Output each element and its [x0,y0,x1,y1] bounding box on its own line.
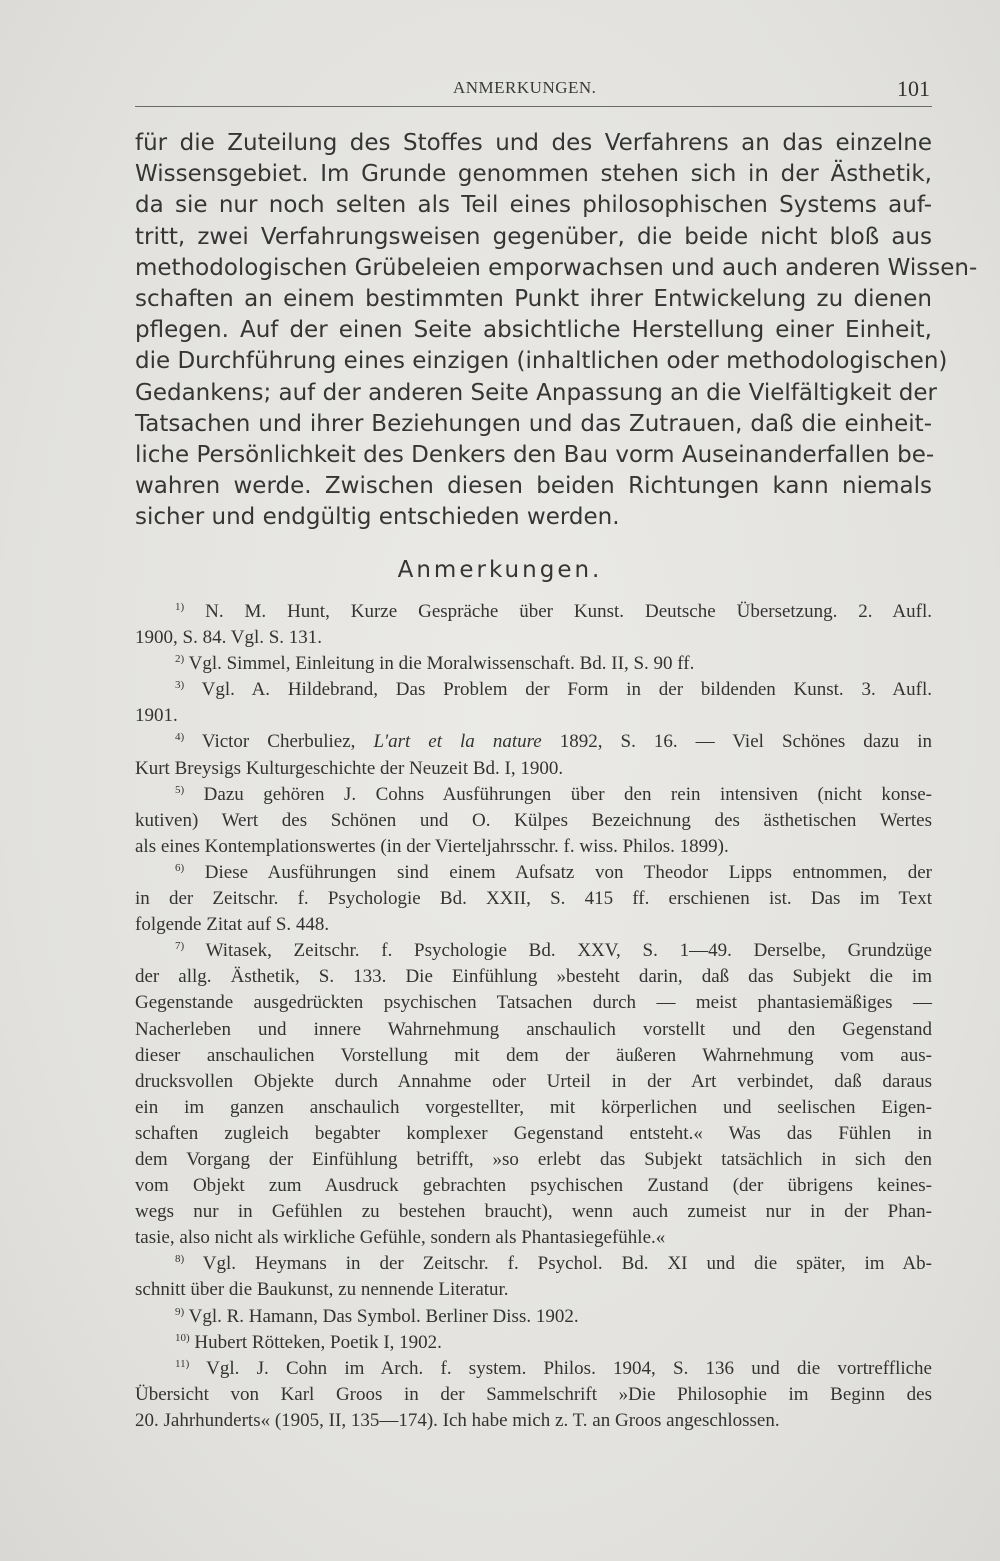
body-line: wahren werde. Zwischen diesen beiden Richtungen kann niemals [135,473,932,500]
body-line: die Durchführung eines einzigen (inhaltlichen oder methodologischen) [135,348,948,375]
footnote-line: drucksvollen Objekte durch Annahme oder Urteil in der Art verbindet, daß daraus [135,1070,932,1092]
book-title: L'art et la nature [373,731,542,753]
running-head-title: ANMERKUNGEN. [453,78,597,97]
footnote-line: $^{3)}$ Vgl. A. Hildebrand, Das Problem der Form in der bildenden Kunst. 3. Aufl. [175,679,932,701]
body-line: Gedankens; auf der anderen Seite Anpassung an die Vielfältigkeit der [135,379,937,406]
footnote-marker: 10) [175,1331,190,1344]
footnote-line: 1901. [135,705,178,727]
footnote-marker: 9) [175,1305,185,1318]
footnote-line: schaften zugleich begabter komplexer Gegenstand entsteht.« Was das Fühlen in [135,1122,932,1144]
footnote-line: dieser anschaulichen Vorstellung mit dem der äußeren Wahrnehmung vom aus- [135,1044,932,1066]
body-line: methodologischen Grübeleien emporwachsen und auch anderen Wissen- [135,254,978,281]
footnote-line: $^{7)}$ Witasek, Zeitschr. f. Psychologie Bd. XXV, S. 1—49. Derselbe, Grundzüge [175,940,932,962]
footnote-line: $^{4)}$ Victor Cherbuliez, L'art et la nature 1892, S. 16. — Viel Schönes dazu in [175,731,932,753]
footnote-marker: 11) [175,1357,190,1370]
footnote-line: $^{8)}$ Vgl. Heymans in der Zeitschr. f. Psychol. Bd. XI und die später, im Ab- [175,1253,932,1275]
footnote-line: vom Objekt zum Ausdruck gebrachten psychischen Zustand (der übrigens keines- [135,1175,932,1197]
footnote-line: Kurt Breysigs Kulturgeschichte der Neuzeit Bd. I, 1900. [135,757,564,779]
footnote-marker: 3) [175,679,185,692]
footnote-line: $^{9)}$ Vgl. R. Hamann, Das Symbol. Berliner Diss. 1902. [175,1305,579,1327]
footnote-line: tasie, also nicht als wirkliche Gefühle, sondern als Phantasiegefühle.« [135,1227,666,1249]
footnote-line: 1900, S. 84. Vgl. S. 131. [135,627,323,649]
footnote-line: als eines Kontemplationswertes (in der Vierteljahrsschr. f. wiss. Philos. 1899). [135,835,729,857]
body-line: für die Zuteilung des Stoffes und des Verfahrens an das einzelne [135,130,932,156]
footnote-line: kutiven) Wert des Schönen und O. Külpes Bezeichnung des ästhetischen Wertes [135,809,932,831]
footnote-marker: 6) [175,861,185,874]
footnote-marker: 4) [175,731,185,744]
footnote-line: $^{5)}$ Dazu gehören J. Cohns Ausführungen über den rein intensiven (nicht konse- [175,783,933,805]
body-line: sicher und endgültig entschieden werden. [135,504,620,531]
footnote-line: wegs nur in Gefühlen zu bestehen braucht), wenn auch zumeist nur in der Phan- [135,1201,932,1223]
body-line: liche Persönlichkeit des Denkers den Bau vorm Auseinanderfallen be- [135,442,935,469]
footnote-line: $^{2)}$ Vgl. Simmel, Einleitung in die Moralwissenschaft. Bd. II, S. 90 ff. [175,653,695,675]
body-line: pflegen. Auf der einen Seite absichtliche Herstellung einer Einheit, [135,317,932,344]
footnotes [135,599,932,1434]
page-number: 101 [897,76,930,101]
footnote-line: schnitt über die Baukunst, zu nennende Literatur. [135,1279,509,1301]
body-line: Tatsachen und ihrer Beziehungen und das Zutrauen, daß die einheit- [135,410,932,437]
body-line: tritt, zwei Verfahrungsweisen gegenüber, die beide nicht bloß aus [135,223,932,250]
footnote-line: Nacherleben und innere Wahrnehmung anschaulich vorstellt und den Gegenstand [135,1018,932,1040]
body-line: schaften an einem bestimmten Punkt ihrer Entwickelung zu dienen [135,286,932,313]
footnote-marker: 7) [175,940,185,953]
footnote-line: ein im ganzen anschaulich vorgestellter, mit körperlichen und seelischen Eigen- [135,1096,932,1118]
footnote-line: der allg. Ästhetik, S. 133. Die Einfühlung »besteht darin, daß das Subjekt die im [135,966,932,988]
footnote-marker: 1) [175,601,185,613]
body-line: da sie nur noch selten als Teil eines philosophischen Systems auf- [135,192,932,219]
body-paragraph [135,128,978,534]
footnote-line: $^{1)}$ N. M. Hunt, Kurze Gespräche über Kunst. Deutsche Übersetzung. 2. Aufl. [175,601,933,622]
notes-heading: Anmerkungen. [397,557,603,583]
footnote-line: $^{6)}$ Diese Ausführungen sind einem Aufsatz von Theodor Lipps entnommen, der [175,861,932,883]
footnote-marker: 5) [175,783,185,796]
footnote-line: $^{11)}$ Vgl. J. Cohn im Arch. f. system. Philos. 1904, S. 136 und die vortreffliche [175,1357,932,1379]
footnote-line: folgende Zitat auf S. 448. [135,914,330,936]
footnote-line: 20. Jahrhunderts« (1905, II, 135—174). Ich habe mich z. T. an Groos angeschlossen. [135,1409,780,1431]
footnote-line: dem Vorgang der Einfühlung betrifft, »so erlebt das Subjekt tatsächlich in sich den [135,1148,932,1170]
footnote-line: Übersicht von Karl Groos in der Sammelschrift »Die Philosophie im Beginn des [135,1383,932,1405]
footnote-line: Gegenstande ausgedrückten psychischen Tatsachen durch — meist phantasiemäßiges — [135,992,932,1014]
running-head [135,72,932,107]
footnote-marker: 8) [175,1253,185,1266]
body-line: Wissensgebiet. Im Grunde genommen stehen sich in der Ästhetik, [135,161,932,188]
footnote-marker: 2) [175,653,185,666]
footnote-line: in der Zeitschr. f. Psychologie Bd. XXII, S. 415 ff. erschienen ist. Das im Text [135,888,932,910]
footnote-line: $^{10)}$ Hubert Rötteken, Poetik I, 1902. [175,1331,442,1353]
